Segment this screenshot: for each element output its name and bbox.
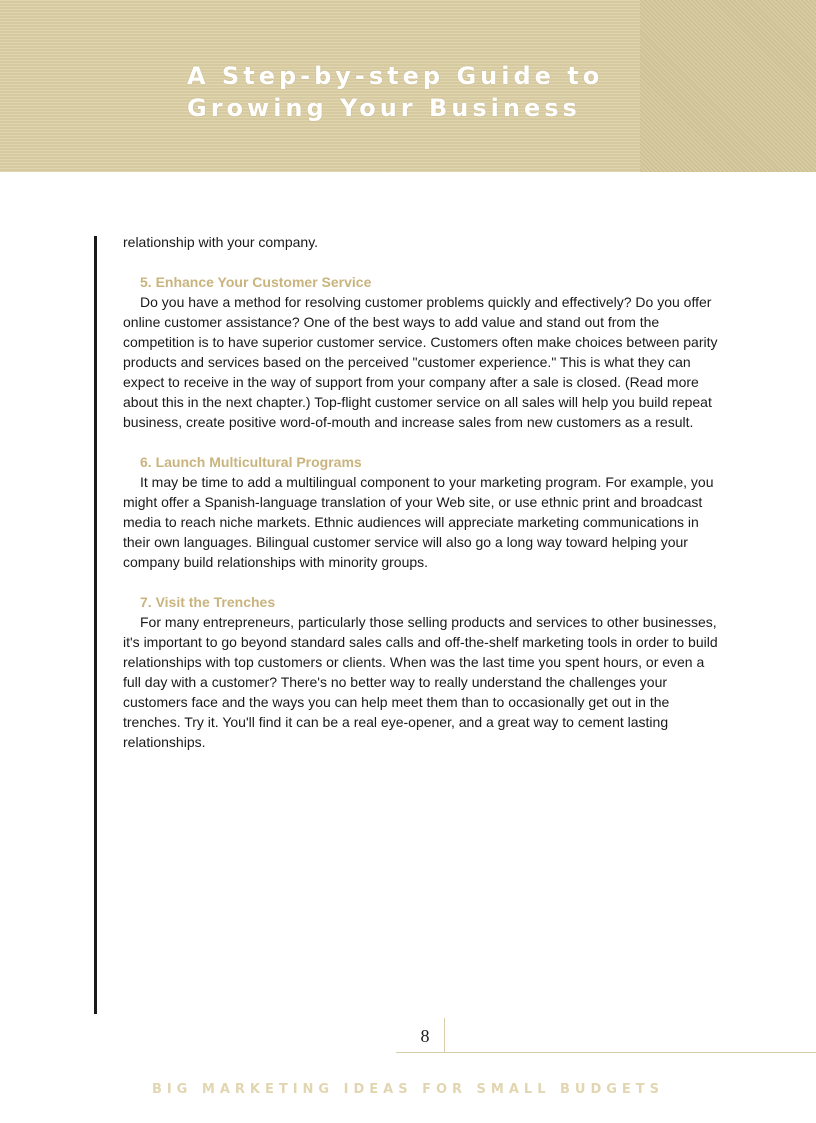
- footer-divider-horizontal: [396, 1052, 816, 1053]
- section-body: Do you have a method for resolving customer problems quickly and effectively? Do you offer online customer assistance? One of the best ways to add value and stand out from the competition is to have superior customer service. Customers often make choices between parity products and services based on the perceived "customer experience." This is what they can expect to receive in the way of support from your company after a sale is closed. (Read more about this in the next chapter.) Top-flight customer service on all sales will help you build repeat business, create positive word-of-mouth and increase sales from new customers as a result.: [123, 294, 718, 430]
- section-heading: 5. Enhance Your Customer Service: [140, 274, 372, 290]
- footer-book-title: BIG MARKETING IDEAS FOR SMALL BUDGETS: [151, 1082, 665, 1097]
- page-number: 8: [420, 1026, 430, 1046]
- left-margin-rule: [94, 236, 97, 1014]
- page-title: A Step-by-step Guide to Growing Your Business: [187, 62, 604, 122]
- section-body: It may be time to add a multilingual component to your marketing program. For example, you might offer a Spanish-language translation of your Web site, or use ethnic print and broadcast media to reach niche markets. Ethnic audiences will appreciate marketing communications in their own languages. Bilingual customer service will also go a long way toward helping your company build relationships with minority groups.: [123, 474, 714, 570]
- section-body: For many entrepreneurs, particularly those selling products and services to other businesses, it's important to go beyond standard sales calls and off-the-shelf marketing tools in order to build relationships with top customers or clients. When was the last time you spent hours, or even a full day with a customer? There's no better way to really understand the challenges your customers face and the ways you can help meet them than to occasionally get out in the trenches. Try it. You'll find it can be a real eye-opener, and a great way to cement lasting relationships.: [123, 614, 718, 750]
- footer-divider-vertical: [444, 1018, 445, 1052]
- section-visit-trenches: [123, 592, 723, 752]
- section-customer-service: [123, 272, 723, 432]
- intro-paragraph: relationship with your company.: [123, 234, 319, 250]
- section-heading: 6. Launch Multicultural Programs: [140, 454, 362, 470]
- section-heading: 7. Visit the Trenches: [140, 594, 276, 610]
- section-multicultural-programs: [123, 452, 723, 572]
- header-corner-block: [640, 0, 816, 172]
- main-content: [123, 232, 723, 752]
